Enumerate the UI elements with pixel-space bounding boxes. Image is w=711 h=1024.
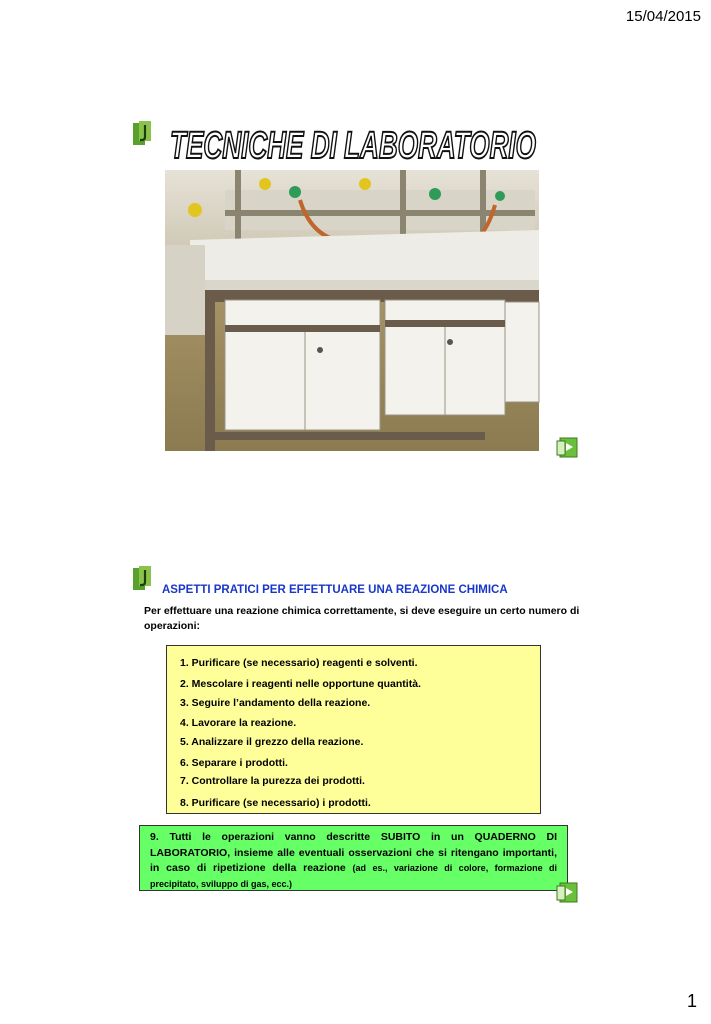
page-number: 1 [686, 991, 697, 1011]
note-example-text: (ad es., variazione di colore, formazione di precipitato, sviluppo di gas, ecc.) [150, 863, 557, 889]
procedure-step: 8. Purificare (se necessario) i prodotti. [180, 797, 371, 809]
procedure-step: 4. Lavorare la reazione. [180, 717, 297, 729]
procedure-step: 5. Analizzare il grezzo della reazione. [180, 736, 364, 748]
slide-heading: ASPETTI PRATICI PER EFFETTUARE UNA REAZIONE CHIMICA [162, 584, 508, 596]
slide-intro-text: Per effettuare una reazione chimica correttamente, si deve eseguire un certo numero di operazioni: [144, 605, 580, 632]
university-logo-icon [133, 121, 153, 145]
slide-title-text: TECNICHE DI LABORATORIO [170, 125, 536, 167]
procedure-step: 3. Seguire l’andamento della reazione. [180, 697, 371, 709]
slide-title [168, 116, 540, 166]
slide-navigation-icon[interactable] [557, 881, 579, 903]
procedure-step: 1. Purificare (se necessario) reagenti e solventi. [180, 657, 418, 669]
note-main-text: 9. Tutti le operazioni vanno descritte SUBITO in un QUADERNO DI LABORATORIO, insieme alle eventuali osservazioni che si ritengano importanti, in caso di ripetizione della reazione [150, 831, 557, 874]
page-date: 15/04/2015 [625, 8, 701, 25]
lab-notebook-note [139, 825, 568, 891]
procedure-step: 7. Controllare la purezza dei prodotti. [180, 775, 365, 787]
university-logo-icon [133, 566, 153, 590]
slide-navigation-icon[interactable] [557, 436, 579, 458]
lab-bench-photo [165, 170, 539, 451]
procedure-steps-box [166, 645, 541, 814]
procedure-step: 2. Mescolare i reagenti nelle opportune quantità. [180, 678, 421, 690]
procedure-step: 6. Separare i prodotti. [180, 757, 288, 769]
